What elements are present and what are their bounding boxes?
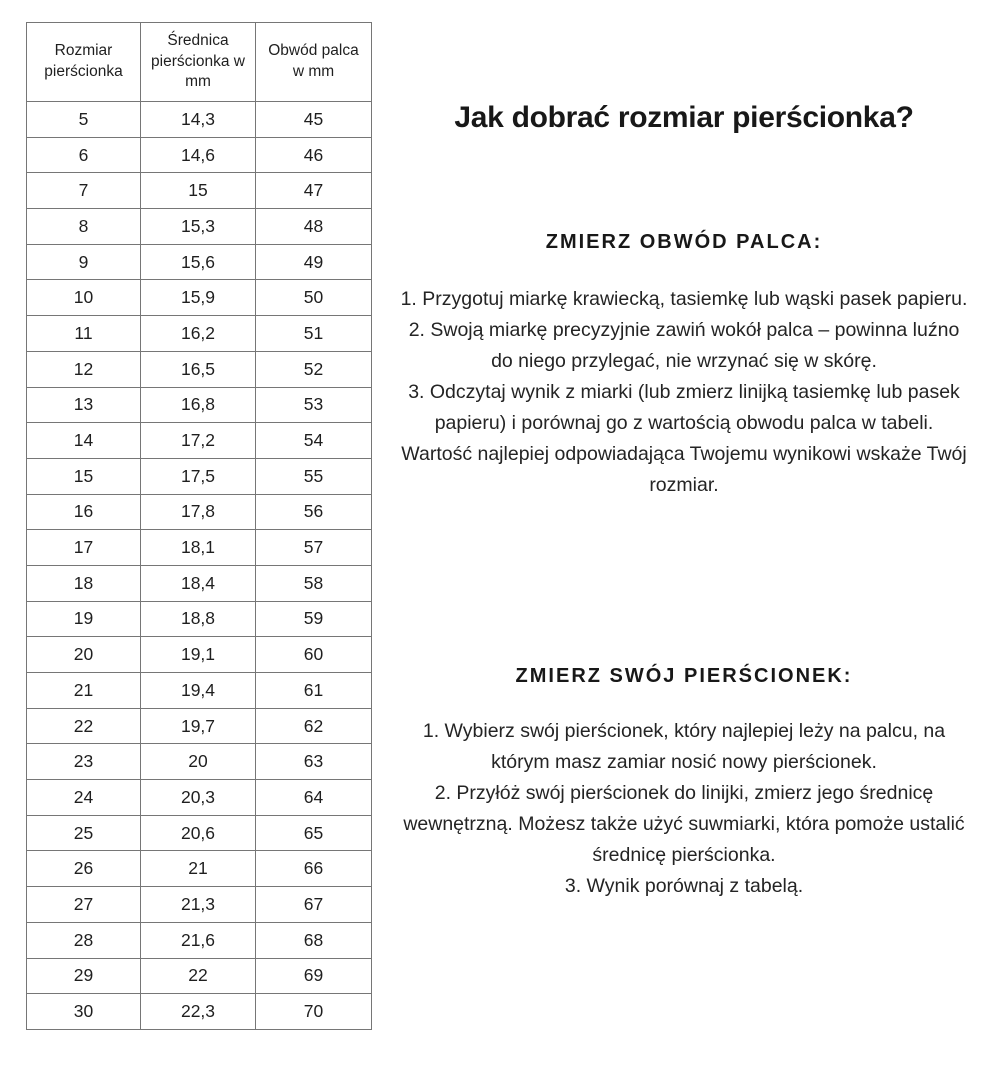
table-header-row (27, 23, 372, 102)
table-cell: 16,2 (141, 316, 256, 352)
table-cell: 47 (256, 173, 372, 209)
table-cell: 13 (27, 387, 141, 423)
table-row (27, 851, 372, 887)
instructions-panel (400, 0, 968, 1084)
table-cell: 9 (27, 244, 141, 280)
column-header-ring-size: Rozmiar pierścionka (27, 23, 141, 102)
table-cell: 14 (27, 423, 141, 459)
column-header-finger-circumference: Obwód palca w mm (256, 23, 372, 102)
table-row (27, 815, 372, 851)
table-cell: 5 (27, 102, 141, 138)
instruction-item: 2. Przyłóż swój pierścionek do linijki, zmierz jego średnicę wewnętrzną. Możesz także użyć suwmiarki, która pomoże ustalić średnicę pierścionka. (403, 782, 965, 866)
table-cell: 22,3 (141, 994, 256, 1030)
table-cell: 12 (27, 351, 141, 387)
table-row (27, 601, 372, 637)
table-cell: 52 (256, 351, 372, 387)
table-cell: 15,3 (141, 209, 256, 245)
table-row (27, 958, 372, 994)
table-row (27, 708, 372, 744)
table-row (27, 280, 372, 316)
table-cell: 67 (256, 887, 372, 923)
table-cell: 20 (27, 637, 141, 673)
section-heading-measure-ring: ZMIERZ SWÓJ PIERŚCIONEK: (515, 665, 853, 687)
table-cell: 16,8 (141, 387, 256, 423)
instruction-item: 1. Wybierz swój pierścionek, który najlepiej leży na palcu, na którym masz zamiar nosić nowy pierścionek. (422, 720, 946, 773)
table-cell: 70 (256, 994, 372, 1030)
table-row (27, 565, 372, 601)
table-cell: 18,4 (141, 565, 256, 601)
table-row (27, 173, 372, 209)
table-cell: 60 (256, 637, 372, 673)
table-cell: 15,9 (141, 280, 256, 316)
table-row (27, 530, 372, 566)
table-cell: 64 (256, 780, 372, 816)
table-cell: 30 (27, 994, 141, 1030)
table-cell: 50 (256, 280, 372, 316)
table-cell: 28 (27, 922, 141, 958)
table-cell: 17,2 (141, 423, 256, 459)
table-cell: 19 (27, 601, 141, 637)
table-cell: 21,3 (141, 887, 256, 923)
table-cell: 22 (141, 958, 256, 994)
column-header-ring-diameter: Średnica pierścionka w mm (141, 23, 256, 102)
table-row (27, 209, 372, 245)
table-cell: 25 (27, 815, 141, 851)
table-cell: 56 (256, 494, 372, 530)
table-cell: 19,4 (141, 673, 256, 709)
table-row (27, 494, 372, 530)
table-row (27, 744, 372, 780)
table-cell: 17 (27, 530, 141, 566)
table-row (27, 423, 372, 459)
table-row (27, 387, 372, 423)
table-cell: 7 (27, 173, 141, 209)
table-cell: 20,3 (141, 780, 256, 816)
table-cell: 19,1 (141, 637, 256, 673)
table-cell: 21,6 (141, 922, 256, 958)
table-row (27, 316, 372, 352)
table-cell: 14,3 (141, 102, 256, 138)
table-cell: 29 (27, 958, 141, 994)
table-cell: 8 (27, 209, 141, 245)
table-cell: 21 (141, 851, 256, 887)
table-cell: 17,5 (141, 458, 256, 494)
table-cell: 6 (27, 137, 141, 173)
table-cell: 26 (27, 851, 141, 887)
page-title: Jak dobrać rozmiar pierścionka? (454, 101, 914, 134)
table-row (27, 780, 372, 816)
table-cell: 17,8 (141, 494, 256, 530)
ring-size-table (26, 22, 372, 1030)
table-cell: 66 (256, 851, 372, 887)
table-cell: 65 (256, 815, 372, 851)
table-cell: 10 (27, 280, 141, 316)
table-cell: 11 (27, 316, 141, 352)
table-row (27, 102, 372, 138)
table-cell: 16,5 (141, 351, 256, 387)
table-cell: 55 (256, 458, 372, 494)
table-cell: 48 (256, 209, 372, 245)
table-cell: 68 (256, 922, 372, 958)
table-cell: 22 (27, 708, 141, 744)
table-cell: 23 (27, 744, 141, 780)
table-row (27, 637, 372, 673)
table-cell: 18,1 (141, 530, 256, 566)
table-cell: 57 (256, 530, 372, 566)
table-cell: 15 (27, 458, 141, 494)
instruction-item: 2. Swoją miarkę precyzyjnie zawiń wokół palca – powinna luźno do niego przylegać, nie wrzynać się w skórę. (408, 319, 960, 372)
table-cell: 61 (256, 673, 372, 709)
table-cell: 18 (27, 565, 141, 601)
table-cell: 14,6 (141, 137, 256, 173)
table-cell: 58 (256, 565, 372, 601)
table-cell: 21 (27, 673, 141, 709)
table-cell: 20 (141, 744, 256, 780)
table-cell: 69 (256, 958, 372, 994)
table-cell: 27 (27, 887, 141, 923)
instruction-list-measure-finger (400, 284, 968, 501)
instruction-item: 3. Odczytaj wynik z miarki (lub zmierz linijką tasiemkę lub pasek papieru) i porównaj go z wartością obwodu palca w tabeli. Wartość najlepiej odpowiadająca Twojemu wynikowi wskaże Twój rozmiar. (401, 381, 967, 496)
table-row (27, 887, 372, 923)
table-row (27, 458, 372, 494)
table-row (27, 137, 372, 173)
table-cell: 54 (256, 423, 372, 459)
table-cell: 62 (256, 708, 372, 744)
table-cell: 16 (27, 494, 141, 530)
table-cell: 45 (256, 102, 372, 138)
table-cell: 51 (256, 316, 372, 352)
instruction-item: 3. Wynik porównaj z tabelą. (564, 875, 804, 897)
table-row (27, 244, 372, 280)
instruction-list-measure-ring (400, 716, 968, 902)
table-cell: 15 (141, 173, 256, 209)
instruction-item: 1. Przygotuj miarkę krawiecką, tasiemkę lub wąski pasek papieru. (400, 288, 968, 310)
table-cell: 18,8 (141, 601, 256, 637)
table-row (27, 994, 372, 1030)
section-heading-measure-finger: ZMIERZ OBWÓD PALCA: (545, 231, 823, 253)
table-cell: 20,6 (141, 815, 256, 851)
table-cell: 46 (256, 137, 372, 173)
table-cell: 53 (256, 387, 372, 423)
table-cell: 15,6 (141, 244, 256, 280)
table-row (27, 351, 372, 387)
table-cell: 49 (256, 244, 372, 280)
table-cell: 63 (256, 744, 372, 780)
table-row (27, 922, 372, 958)
table-cell: 24 (27, 780, 141, 816)
table-cell: 19,7 (141, 708, 256, 744)
size-table-body (27, 102, 372, 1030)
table-row (27, 673, 372, 709)
table-cell: 59 (256, 601, 372, 637)
